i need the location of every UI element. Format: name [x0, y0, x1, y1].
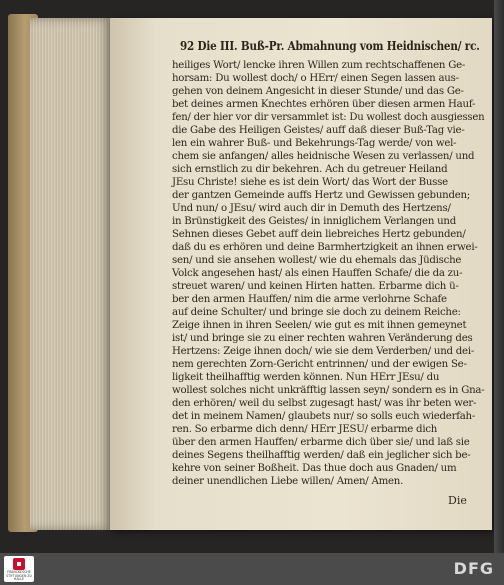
text-line: ren. So erbarme dich denn/ HErr JESU/ erbarme dich [172, 424, 438, 435]
text-line: horsam: Du wollest doch/ o HErr/ einen Segen lassen aus- [172, 73, 459, 84]
text-line: ist/ und bringe sie zu einer rechten wahren Veränderung des [172, 333, 473, 344]
text-line: bet deines armen Knechtes erhören über diesen armen Hauf- [172, 99, 476, 110]
facing-page-edge [494, 0, 504, 553]
text-line: chem sie anfangen/ alles heidnische Wesen zu verlassen/ und [172, 151, 475, 162]
text-line: kehre von seiner Boßheit. Das thue doch aus Gnaden/ um [172, 463, 457, 474]
text-line: daß du es erhören und deine Barmhertzigkeit an ihnen erwei- [172, 242, 478, 253]
text-line: Zeige ihnen in ihren Seelen/ wie gut es mit ihnen gemeynet [172, 320, 467, 331]
text-line: ligkeit theilhafftig werden können. Nun HErr JEsu/ du [172, 372, 440, 383]
text-line: in Brünstigkeit des Geistes/ in inniglichem Verlangen und [172, 216, 457, 227]
text-line: auf deine Schulter/ und bringe sie doch zu deinem Reiche: [172, 307, 461, 318]
text-line: die Gabe des Heiligen Geistes/ auff daß dieser Buß-Tag vie- [172, 125, 465, 136]
text-line: deines Segens theilhafftig werden/ daß ein jeglicher sich be- [172, 450, 471, 461]
page-stack [30, 18, 112, 530]
text-line: sen/ und sie ansehen wollest/ wie du ehemals das Jüdische [172, 255, 462, 266]
library-logo[interactable] [4, 556, 34, 582]
text-line: Volck angesehen hast/ als einen Hauffen Schafe/ die da zu- [172, 268, 463, 279]
text-line: Hertzens: Zeige ihnen doch/ wie sie dem Verderben/ und dei- [172, 346, 475, 357]
text-line: deiner unendlichen Liebe willen/ Amen/ Amen. [172, 476, 404, 487]
text-line: Sehnen dieses Gebet auff dein liebreiches Hertz gebunden/ [172, 229, 466, 240]
text-line: über den armen Hauffen/ erbarme dich über sie/ und laß sie [172, 437, 470, 448]
viewer-footer [0, 553, 504, 585]
text-line: nem gerechten Zorn-Gericht entrinnen/ und der ewigen Se- [172, 359, 467, 370]
text-line: heiliges Wort/ lencke ihren Willen zum rechtschaffenen Ge- [172, 60, 466, 71]
text-line: streuet waren/ und keinen Hirten hatten. Erbarme dich ü- [172, 281, 459, 292]
text-line: wollest solches nicht unkräfftig lassen seyn/ sondern es in Gna- [172, 385, 485, 396]
text-line: den erhören/ weil du selbst zugesagt hast/ was ihr beten wer- [172, 398, 477, 409]
library-logo-icon [13, 558, 25, 570]
text-line: len ein wahrer Buß- und Bekehrungs-Tag werde/ von wel- [172, 138, 457, 149]
running-head: 92 Die III. Buß-Pr. Abmahnung vom Heidnischen/ rc. [180, 38, 480, 53]
text-line: gehen von deinem Angesicht in dieser Stunde/ und das Ge- [172, 86, 464, 97]
text-line: det in meinem Namen/ glaubets nur/ so solls euch wiederfah- [172, 411, 476, 422]
text-line: ber den armen Hauffen/ nim die arme verlohrne Schafe [172, 294, 447, 305]
text-line: JEsu Christe! siehe es ist dein Wort/ das Wort der Busse [172, 177, 448, 188]
dfg-logo[interactable]: DFG [453, 559, 494, 578]
text-line: sich ernstlich zu dir bekehren. Ach du getreuer Heiland [172, 164, 448, 175]
text-line: Und nun/ o JEsu/ wird auch dir in Demuth des Hertzens/ [172, 203, 451, 214]
text-line: fen/ der hier vor dir versammlet ist: Du wollest doch ausgiessen [172, 112, 485, 123]
library-logo-caption: FRANCKESCHE STIFTUNGEN ZU HALLE [6, 570, 32, 582]
catchword: Die [448, 494, 467, 507]
text-line: der gantzen Gemeinde auffs Hertz und Gewissen gebunden; [172, 190, 470, 201]
